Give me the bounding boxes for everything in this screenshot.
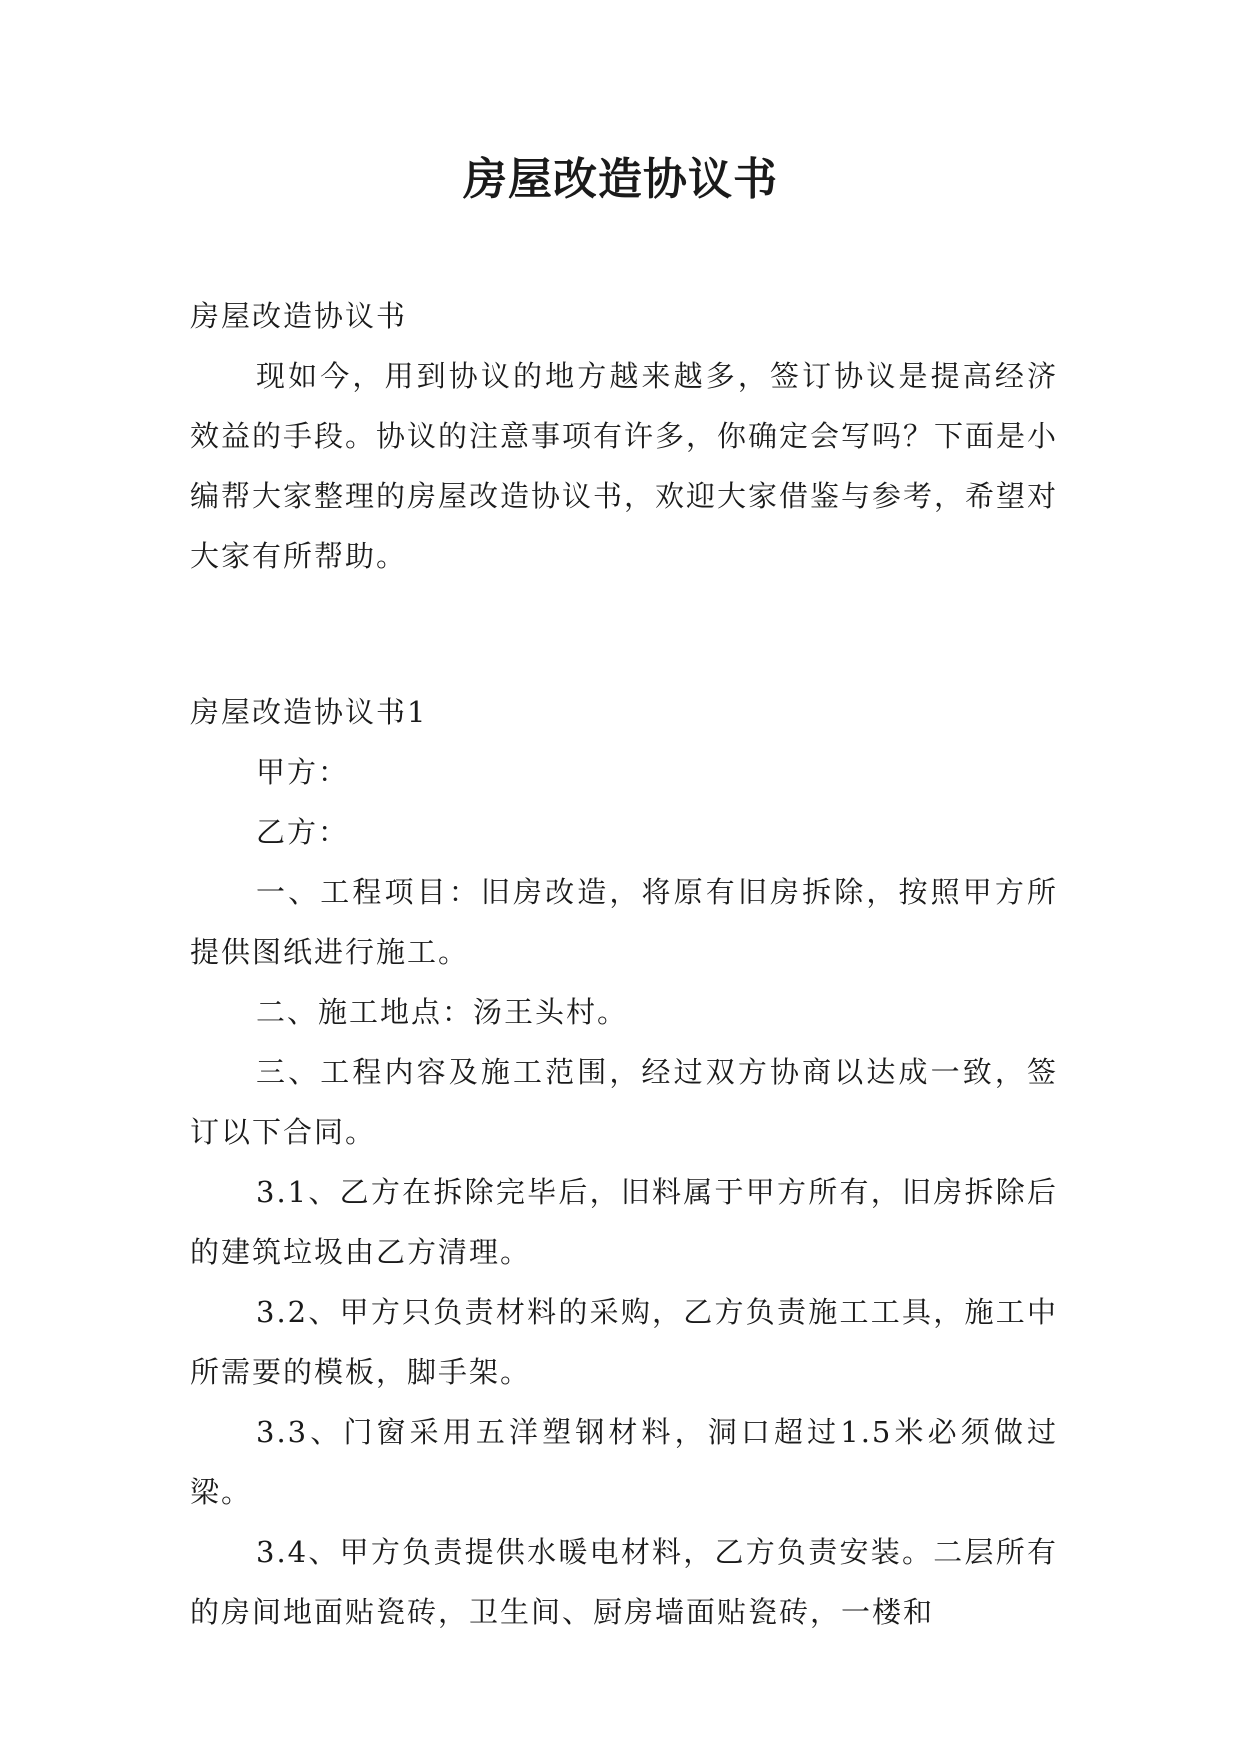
subtitle: 房屋改造协议书 xyxy=(190,299,408,333)
clause-location: 二、施工地点：汤王头村。 xyxy=(256,995,629,1029)
clause-3-2: 3.2、甲方只负责材料的采购，乙方负责施工工具，施工中所需要的模板，脚手架。 xyxy=(190,1295,1058,1389)
clause-3-3: 3.3、门窗采用五洋塑钢材料，洞口超过1.5米必须做过梁。 xyxy=(190,1415,1058,1509)
document-title: 房屋改造协议书 xyxy=(463,154,778,205)
party-a-line: 甲方： xyxy=(256,755,350,789)
section-spacer xyxy=(190,586,1058,682)
intro-paragraph: 现如今，用到协议的地方越来越多，签订协议是提高经济效益的手段。协议的注意事项有许多，你确定会写吗？下面是小编帮大家整理的房屋改造协议书，欢迎大家借鉴与参考，希望对大家有所帮助。 xyxy=(190,359,1059,573)
clause-scope: 三、工程内容及施工范围，经过双方协商以达成一致，签订以下合同。 xyxy=(190,1055,1058,1149)
document-body xyxy=(190,286,1058,1642)
party-b-line: 乙方： xyxy=(256,815,350,849)
clause-3-4: 3.4、甲方负责提供水暖电材料，乙方负责安装。二层所有的房间地面贴瓷砖，卫生间、厨房墙面贴瓷砖，一楼和 xyxy=(190,1535,1058,1629)
section-heading: 房屋改造协议书1 xyxy=(190,695,428,729)
clause-3-1: 3.1、乙方在拆除完毕后，旧料属于甲方所有，旧房拆除后的建筑垃圾由乙方清理。 xyxy=(190,1175,1058,1269)
clause-project: 一、工程项目：旧房改造，将原有旧房拆除，按照甲方所提供图纸进行施工。 xyxy=(190,875,1058,969)
